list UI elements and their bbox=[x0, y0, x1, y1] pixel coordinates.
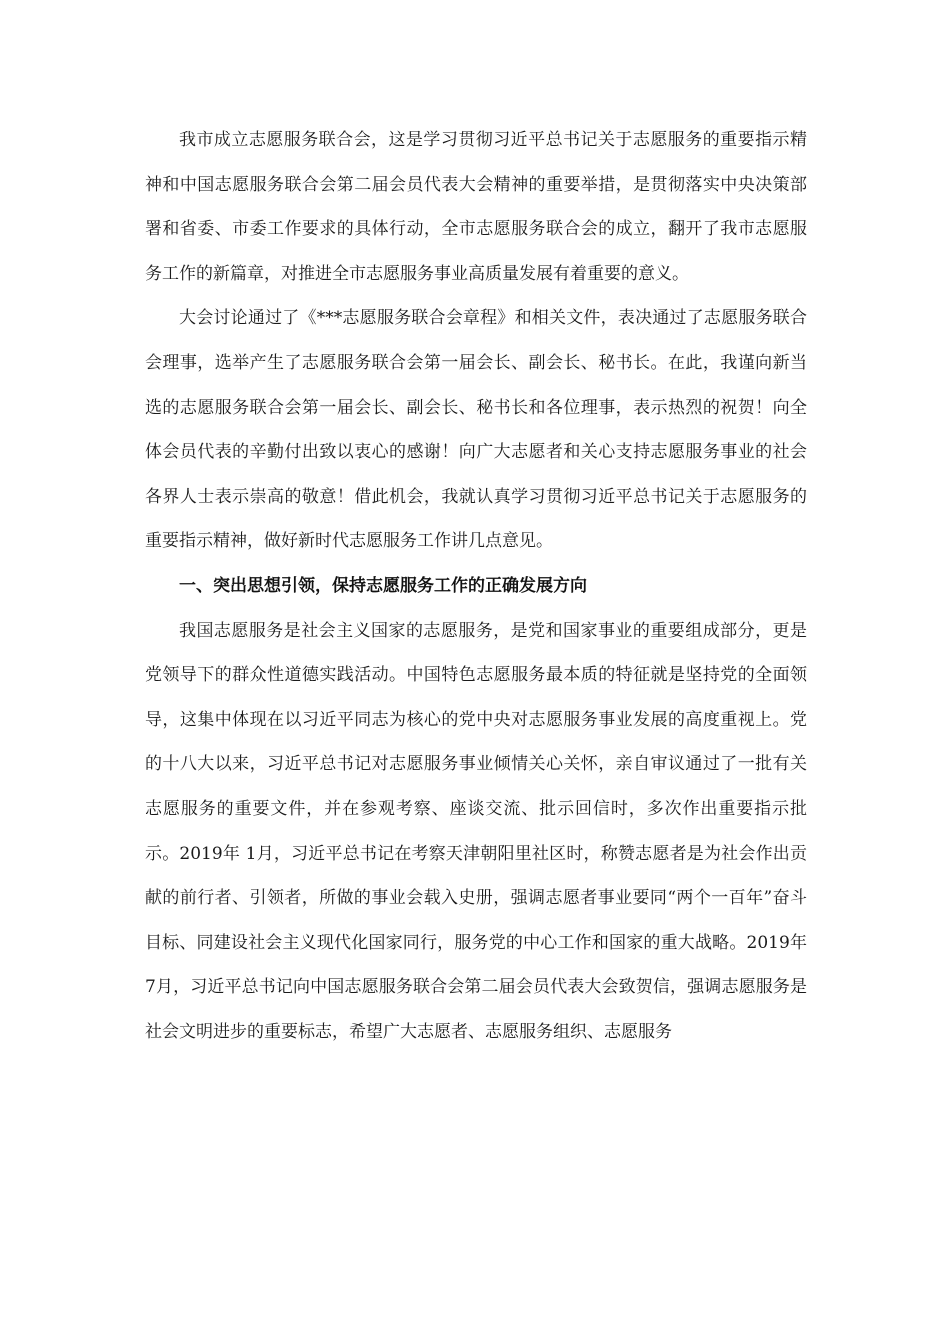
paragraph-intro: 我市成立志愿服务联合会，这是学习贯彻习近平总书记关于志愿服务的重要指示精神和中国志愿服务联合会第二届会员代表大会精神的重要举措，是贯彻落实中央决策部署和省委、市委工作要求的具体行动，全市志愿服务联合会的成立，翻开了我市志愿服务工作的新篇章，对推进全市志愿服务事业高质量发展有着重要的意义。 bbox=[145, 130, 807, 284]
section-heading: 一、突出思想引领，保持志愿服务工作的正确发展方向 bbox=[179, 575, 587, 596]
paragraph-congratulations: 大会讨论通过了《***志愿服务联合会章程》和相关文件，表决通过了志愿服务联合会理事，选举产生了志愿服务联合会第一届会长、副会长、秘书长。在此，我谨向新当选的志愿服务联合会第一届会长、副会长、秘书长和各位理事，表示热烈的祝贺！向全体会员代表的辛勤付出致以衷心的感谢！向广大志愿者和关心支持志愿服务事业的社会各界人士表示崇高的敬意！借此机会，我就认真学习贯彻习近平总书记关于志愿服务的重要指示精神，做好新时代志愿服务工作讲几点意见。 bbox=[145, 308, 807, 552]
document-body bbox=[145, 118, 807, 1054]
paragraph-section-one: 我国志愿服务是社会主义国家的志愿服务，是党和国家事业的重要组成部分，更是党领导下的群众性道德实践活动。中国特色志愿服务最本质的特征就是坚持党的全面领导，这集中体现在以习近平同志为核心的党中央对志愿服务事业发展的高度重视上。党的十八大以来，习近平总书记对志愿服务事业倾情关心关怀，亲自审议通过了一批有关志愿服务的重要文件，并在参观考察、座谈交流、批示回信时，多次作出重要指示批示。2019年 1月，习近平总书记在考察天津朝阳里社区时，称赞志愿者是为社会作出贡献的前行者、引领者，所做的事业会载入史册，强调志愿者事业要同“两个一百年”奋斗目标、同建设社会主义现代化国家同行，服务党的中心工作和国家的重大战略。2019年7月，习近平总书记向中国志愿服务联合会第二届会员代表大会致贺信，强调志愿服务是社会文明进步的重要标志，希望广大志愿者、志愿服务组织、志愿服务 bbox=[145, 620, 807, 1042]
